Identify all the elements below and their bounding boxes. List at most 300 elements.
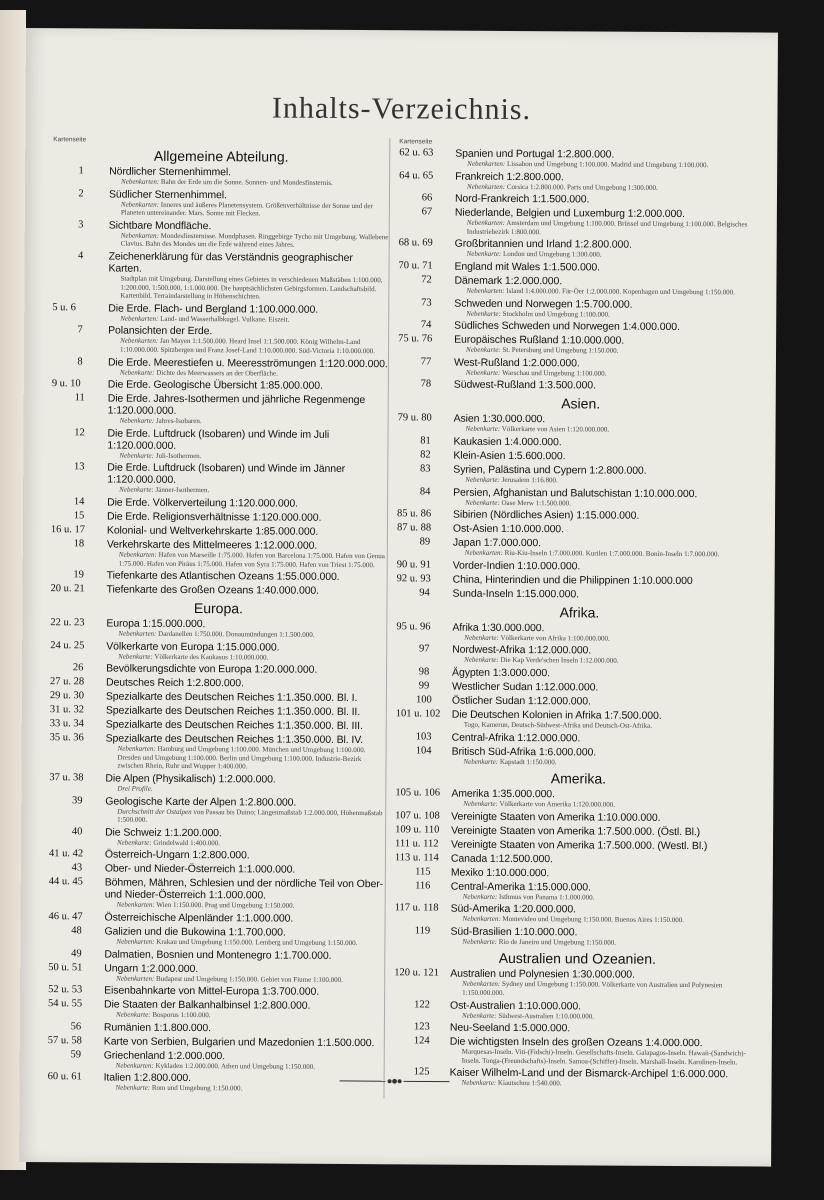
entry-title: Spezialkarte des Deutschen Reiches 1:1.350.000. Bl. IV. <box>105 732 364 747</box>
page-number: 95 u. 96 <box>396 620 431 633</box>
index-entry <box>399 238 765 261</box>
subtext-label: Nebenkarte: <box>119 368 155 377</box>
page-number: 19 <box>73 569 84 581</box>
section-heading: Allgemeine Abteilung. <box>153 147 289 165</box>
subtext-label: Nebenkarte: <box>463 799 498 808</box>
index-entry <box>399 170 765 193</box>
entry-title: Spanien und Portugal 1:2.800.000. <box>455 147 615 161</box>
index-entry <box>395 866 761 880</box>
subtext-content: Südwest-Australien 1:10.000.000. <box>498 1011 595 1021</box>
page-number: 111 u. 112 <box>394 837 439 850</box>
page-number: 13 <box>74 461 85 473</box>
entry-body <box>455 261 765 275</box>
subtext-label: Nebenkarte: <box>464 656 499 665</box>
subtext-content: Hamburg und Umgebung 1:100.000. München und Umgebung 1:100.000. Dresden und Umgebung 1:100.000. Berlin und Umgebung 1:100.000. Industrie-Bezirk zwischen Rhein, Ruhr und Wupper 1:400.000. <box>117 745 366 771</box>
entry-title: Rumänien 1:1.800.000. <box>103 1021 212 1034</box>
index-entry <box>396 621 762 644</box>
entry-subtext <box>105 785 385 795</box>
entry-body <box>453 509 763 523</box>
entry-body <box>451 866 761 880</box>
entry-title: Galizien und die Bukowina 1:1.700.000. <box>104 925 286 939</box>
subtext-content: Jahres-Isobaren. <box>155 416 202 426</box>
index-entry <box>49 795 385 826</box>
subtext-label: Nebenkarten: <box>462 914 501 924</box>
subtext-content: Bahn der Erde um die Sonne. Sonnen- und Mondesfinsternis. <box>160 177 333 187</box>
subtext-content: Kykladen 1:2.000.000. Athen und Umgebung 1:150.000. <box>155 1061 315 1071</box>
page-number: 33 u. 34 <box>49 718 84 730</box>
entry-body <box>106 691 386 705</box>
entry-body <box>105 826 385 848</box>
entry-subtext <box>454 287 764 297</box>
page-number: 104 <box>415 744 432 756</box>
index-entry <box>47 1072 383 1095</box>
subtext-content: Mondesfinsternisse. Mondphasen. Ringgebirge Tycho mit Umgebung. Wallebene Clavius. Bahn des Mondes um die Erde während eines Jahres. <box>120 231 389 250</box>
index-entry <box>399 206 765 237</box>
subtext-label: Nebenkarte: <box>466 309 501 318</box>
page-number: 50 u. 51 <box>48 961 83 973</box>
index-entry <box>397 587 763 601</box>
entry-title: Die Erde. Geologische Übersicht 1:85.000.000. <box>107 378 323 392</box>
subtext-content: Juli-Isothermen. <box>155 451 202 460</box>
page-number: 67 <box>421 206 433 218</box>
entry-title: Vorder-Indien 1:10.000.000. <box>452 559 581 573</box>
entry-title: Australien und Polynesien 1:30.000.000. <box>450 968 635 982</box>
entry-title: Die Erde. Völkerverteilung 1:120.000.000. <box>107 496 298 510</box>
index-entry <box>397 522 763 536</box>
page-number: 40 <box>71 826 83 838</box>
entry-body <box>452 709 762 731</box>
entry-body <box>109 219 389 250</box>
entry-body <box>455 238 765 260</box>
page-number: 41 u. 42 <box>48 848 84 860</box>
index-entry <box>49 772 385 795</box>
subtext-content: Grindelwald 1:400.000. <box>153 838 221 848</box>
subtext-content: Dichte des Meerwassers an der Oberfläche. <box>156 368 278 378</box>
subtext-label: Nebenkarte: <box>461 1079 497 1088</box>
entry-title: Die Staaten der Balkanhalbinsel 1:2.800.000. <box>103 998 311 1012</box>
entry-title: Völkerkarte von Europa 1:15.000.000. <box>106 640 280 654</box>
index-entry <box>397 435 763 449</box>
index-entry <box>50 676 386 690</box>
subtext-content: Inneres und äußeres Planetensystem. Größenverhältnisse der Sonne und der Planeten untereinander. Mars. Sonne mit Flecken. <box>120 200 373 218</box>
entry-body <box>453 523 763 537</box>
page-number: 90 u. 91 <box>396 558 431 571</box>
page-number: 2 <box>78 187 84 199</box>
entry-title: Ost-Australien 1:10.000.000. <box>450 999 581 1013</box>
entry-title: Persien, Afghanistan und Balutschistan 1:10.000.000. <box>453 486 698 500</box>
page-number: 113 u. 114 <box>394 851 439 864</box>
page-number: 14 <box>73 496 85 508</box>
page-number: 11 <box>74 392 85 404</box>
entry-subtext <box>105 838 385 848</box>
entry-body <box>108 302 388 324</box>
index-entry <box>51 461 387 496</box>
entry-subtext <box>452 656 762 666</box>
entry-title: Österreich-Ungarn 1:2.800.000. <box>104 848 250 862</box>
subtext-label: Nebenkarte: <box>466 250 502 259</box>
column-header-kartenseite: Kartenseite <box>53 136 87 144</box>
entry-body <box>453 464 763 486</box>
index-entry <box>50 640 386 663</box>
entry-title: Asien 1:30.000.000. <box>453 412 546 426</box>
section-heading: Amerika. <box>550 770 607 787</box>
entry-title: Deutsches Reich 1:2.800.000. <box>105 676 244 690</box>
entry-title: Vereinigte Staaten von Amerika 1:7.500.000. (Östl. Bl.) <box>451 824 701 838</box>
entry-title: Vereinigte Staaten von Amerika 1:10.000.000. <box>451 810 661 824</box>
entry-title: Kolonial- und Weltverkehrskarte 1:85.000.000. <box>106 524 319 538</box>
subtext-label: Nebenkarten: <box>120 200 160 209</box>
entry-body <box>104 948 384 962</box>
entry-title: Europäisches Rußland 1:10.000.000. <box>454 333 625 347</box>
entry-body <box>104 1049 384 1071</box>
entry-body <box>454 320 764 334</box>
entry-title: Die Schweiz 1:1.200.000. <box>105 826 222 840</box>
entry-title: Spezialkarte des Deutschen Reiches 1:1.350.000. Bl. III. <box>105 718 363 733</box>
entry-title: Klein-Asien 1:5.600.000. <box>453 449 566 463</box>
subtext-label: Nebenkarten: <box>116 901 155 910</box>
right-column <box>394 138 766 1091</box>
entry-body <box>453 573 763 587</box>
index-entry <box>53 165 389 188</box>
entry-body <box>455 170 765 192</box>
subtext-label: Drei Profile. <box>117 784 153 793</box>
index-entry <box>48 925 384 948</box>
entry-subtext <box>107 451 387 461</box>
entry-subtext <box>108 274 388 301</box>
page-number: 59 <box>70 1049 82 1061</box>
subtext-label: Nebenkarten: <box>120 231 159 240</box>
index-entry <box>51 538 387 569</box>
entry-subtext <box>106 652 386 662</box>
index-entry <box>398 297 764 320</box>
page-number: 37 u. 38 <box>49 772 84 784</box>
index-entry <box>397 536 763 559</box>
index-entry <box>51 569 387 583</box>
entry-subtext <box>454 425 764 435</box>
index-entry <box>396 666 762 680</box>
page-number: 101 u. 102 <box>395 708 441 720</box>
entry-subtext <box>455 160 765 170</box>
index-entry <box>395 824 761 838</box>
index-entry <box>49 849 385 863</box>
index-entry <box>395 838 761 852</box>
page-number: 57 u. 58 <box>47 1034 82 1047</box>
index-entry <box>397 559 763 573</box>
subtext-label: Nebenkarten: <box>118 629 157 638</box>
entry-title: Schweden und Norwegen 1:5.700.000. <box>454 297 633 311</box>
subtext-content: Kiautschou 1:540.000. <box>497 1079 562 1088</box>
entry-title: Dänemark 1:2.000.000. <box>454 274 563 288</box>
entry-subtext <box>108 337 388 356</box>
page-number: 97 <box>418 643 430 655</box>
subtext-content: Lissabon und Umgebung 1:100.000. Madrid und Umgebung 1:100.000. <box>507 159 709 170</box>
entry-body <box>105 877 385 911</box>
index-entry <box>50 617 386 640</box>
subtext-label: Nebenkarte: <box>463 757 499 766</box>
page-number: 16 u. 17 <box>50 524 86 536</box>
entry-body <box>452 731 762 745</box>
entry-body <box>453 537 763 559</box>
index-entry <box>395 787 761 810</box>
subtext-label: Nebenkarten: <box>467 159 506 168</box>
entry-subtext <box>450 1079 760 1089</box>
page-number: 54 u. 55 <box>48 998 83 1010</box>
index-entry <box>49 877 385 912</box>
index-entry <box>48 948 384 962</box>
entry-title: Dalmatien, Bosnien und Montenegro 1:1.700.000. <box>104 948 332 962</box>
page-number: 89 <box>419 536 431 548</box>
entry-subtext <box>454 346 764 356</box>
entry-body <box>104 999 384 1021</box>
subtext-label: Nebenkarte: <box>465 368 501 377</box>
index-entry <box>52 302 388 325</box>
index-entry <box>50 704 386 718</box>
entry-title: Die Erde. Luftdruck (Isobaren) und Winde im Jänner 1:120.000.000. <box>107 461 346 487</box>
entry-subtext <box>452 721 762 731</box>
subtext-content: London und Umgebung 1:300.000. <box>502 250 602 259</box>
index-entry <box>397 449 763 463</box>
entry-subtext <box>453 476 763 486</box>
subtext-content: Land- und Wasserhalbkugel. Vulkane. Eiszeit. <box>160 314 290 324</box>
entry-title: Geologische Karte der Alpen 1:2.800.000. <box>105 795 297 809</box>
page-number: 70 u. 71 <box>398 260 433 272</box>
page-number: 43 <box>71 862 83 874</box>
entry-title: Sunda-Inseln 1:15.000.000. <box>452 587 580 601</box>
subtext-content: Hafen von Marseille 1:75.000. Hafen von Barcelona 1:75.000. Hafen von Genua 1:75.000. Hafen von Piräus 1:75.000. Hafen von Syra 1:75.000. Hafen von Triest 1:75.000. <box>118 550 385 569</box>
section-heading: Afrika. <box>559 603 600 621</box>
subtext-label: Nebenkarte: <box>119 485 154 495</box>
subtext-content: Stockholm und Umgebung 1:100.000. <box>502 309 610 319</box>
page-number: 68 u. 69 <box>398 237 433 249</box>
entry-body <box>104 1021 384 1035</box>
subtext-content: Jerusalem 1:16.800. <box>501 475 558 485</box>
entry-title: Neu-Seeland 1:5.000.000. <box>449 1021 571 1035</box>
page-number: 125 <box>413 1066 430 1078</box>
entry-subtext <box>108 368 388 378</box>
index-entry <box>399 260 765 274</box>
entry-body <box>451 903 761 925</box>
page-number: 48 <box>71 925 82 937</box>
left-column <box>47 136 389 1096</box>
page-number: 77 <box>420 356 432 368</box>
subtext-content: Kapstadt 1:150.000. <box>499 757 557 766</box>
subtext-label: Nebenkarten: <box>116 937 155 946</box>
page-number: 117 u. 118 <box>394 902 439 914</box>
index-entry <box>394 925 760 948</box>
subtext-label: Nebenkarte: <box>465 425 501 434</box>
entry-body <box>450 1067 760 1089</box>
entry-body <box>454 297 764 319</box>
page-number: 94 <box>419 587 430 599</box>
entry-body <box>454 275 764 297</box>
entry-title: Südwest-Rußland 1:3.500.000. <box>453 378 596 392</box>
index-entry <box>53 188 389 219</box>
index-entry <box>49 863 385 877</box>
subtext-content: Island 1:4.000.000. Fär-Öer 1:2.000.000. Kopenhagen und Umgebung 1:150.000. <box>506 286 735 297</box>
entry-subtext <box>104 974 384 984</box>
page-number: 122 <box>414 999 430 1011</box>
index-entry <box>399 147 765 170</box>
index-entry <box>398 413 764 436</box>
subtext-content: St. Petersburg und Umgebung 1:150.000. <box>502 346 619 355</box>
page-number: 12 <box>74 427 85 439</box>
index-entry <box>398 274 764 297</box>
page-number: 74 <box>420 319 432 331</box>
entry-body <box>454 413 764 435</box>
index-entry <box>52 378 388 392</box>
page-number: 105 u. 106 <box>395 787 440 799</box>
entry-title: Kaukasien 1:4.000.000. <box>453 435 562 449</box>
page-number: 62 u. 63 <box>399 147 434 159</box>
subtext-content: Völkerkarte von Afrika 1:100.000.000. <box>500 633 610 643</box>
page-number: 87 u. 88 <box>396 522 432 534</box>
entry-title: Vereinigte Staaten von Amerika 1:7.500.000. (Westl. Bl.) <box>450 838 708 852</box>
index-entry <box>396 745 762 768</box>
index-entry <box>396 644 762 667</box>
entry-body <box>450 1036 760 1067</box>
index-entry <box>50 662 386 676</box>
page-number: 64 u. 65 <box>399 169 434 182</box>
subtext-content: Die Kap Verde'schen Inseln 1:12.000.000. <box>500 656 619 665</box>
entry-body <box>454 356 764 378</box>
section-heading: Europa. <box>193 600 244 617</box>
entry-title: Frankreich 1:2.800.000. <box>455 170 564 183</box>
page-number: 82 <box>420 449 431 461</box>
page-number: 3 <box>78 219 84 231</box>
page-number: 84 <box>419 485 431 498</box>
index-entry <box>394 999 760 1022</box>
entry-title: Zeichenerklärung für das Verständnis geographischer Karten. <box>108 250 353 275</box>
subtext-content: Rom und Umgebung 1:150.000. <box>151 1084 243 1093</box>
entry-body <box>105 849 385 863</box>
entry-title: Die Deutschen Kolonien in Afrika 1:7.500.000. <box>451 708 662 722</box>
entry-body <box>454 334 764 356</box>
entry-body <box>108 356 388 378</box>
subtext-label: Nebenkarten: <box>117 744 156 754</box>
entry-title: Afrika 1:30.000.000. <box>452 621 545 634</box>
index-entry <box>48 998 384 1021</box>
index-entry <box>398 379 764 393</box>
entry-body <box>453 486 763 508</box>
entry-body <box>107 524 387 538</box>
entry-body <box>105 795 385 826</box>
subtext-content: Wien 1:150.000. Prag und Umgebung 1:150.000. <box>156 901 295 911</box>
entry-title: West-Rußland 1:2.000.000. <box>453 356 580 370</box>
entry-subtext <box>109 200 389 219</box>
entry-title: Die Erde. Flach- und Bergland 1:100.000.000. <box>108 302 319 316</box>
entry-title: Die Erde. Jahres-Isothermen und jährliche Regenmenge 1:120.000.000. <box>107 392 366 418</box>
page-number: 35 u. 36 <box>49 732 84 744</box>
entry-title: Süd-Amerika 1:20.000.000. <box>450 902 577 916</box>
entry-subtext <box>105 901 385 911</box>
page-number: 5 u. 6 <box>52 301 76 314</box>
index-entry <box>399 192 765 206</box>
entry-title: Die Erde. Luftdruck (Isobaren) und Winde im Juli 1:120.000.000. <box>107 427 330 452</box>
index-entry <box>397 486 763 509</box>
entry-title: Südlicher Sternenhimmel. <box>108 188 227 201</box>
subtext-label: Nebenkarten: <box>464 548 503 558</box>
entry-subtext <box>452 757 762 767</box>
entry-body <box>453 436 763 450</box>
entry-body <box>451 852 761 866</box>
index-entry <box>397 463 763 486</box>
entry-subtext <box>450 937 760 947</box>
entry-title: England mit Wales 1:1.500.000. <box>454 260 601 274</box>
entry-body <box>453 559 763 573</box>
entry-body <box>106 719 386 733</box>
page-number: 9 u. 10 <box>51 378 81 390</box>
page-number: 83 <box>420 463 431 475</box>
index-entry <box>394 1022 760 1036</box>
index-entry <box>51 427 387 462</box>
entry-title: Griechenland 1:2.000.000. <box>103 1049 226 1063</box>
index-entry <box>49 911 385 925</box>
entry-title: Nordwest-Afrika 1:12.000.000. <box>452 643 592 657</box>
entry-body <box>105 733 385 772</box>
index-entry <box>396 708 762 731</box>
page-number: 1 <box>78 165 84 177</box>
entry-body <box>451 880 761 902</box>
entry-body <box>450 1022 760 1036</box>
entry-body <box>450 925 760 947</box>
entry-title: Polansichten der Erde. <box>108 324 213 338</box>
entry-title: Nördlicher Sternenhimmel. <box>109 165 231 179</box>
page-number: 123 <box>413 1021 430 1033</box>
entry-subtext <box>453 549 763 559</box>
entry-body <box>106 663 386 677</box>
index-entry <box>49 826 385 849</box>
entry-body <box>452 667 762 681</box>
entry-subtext <box>104 938 384 948</box>
page-number: 73 <box>421 296 432 309</box>
subtext-label: Nebenkarten: <box>467 182 506 191</box>
page-number: 72 <box>421 274 432 286</box>
ornament-divider <box>340 1076 450 1087</box>
entry-subtext <box>108 417 388 427</box>
page-number: 22 u. 23 <box>50 617 85 629</box>
entry-body <box>451 788 761 810</box>
entry-body <box>453 450 763 464</box>
page-number: 49 <box>71 947 82 959</box>
subtext-label: Nebenkarte: <box>119 451 155 460</box>
entry-body <box>105 773 385 795</box>
index-entry <box>395 852 761 866</box>
subtext-content: Budapest und Umgebung 1:150.000. Gebiet von Fiume 1:100.000. <box>156 974 343 984</box>
page-number: 8 <box>77 355 83 367</box>
entry-body <box>105 863 385 877</box>
entry-title: Sichtbare Mondfläche. <box>108 219 212 232</box>
subtext-label: Nebenkarte: <box>118 652 153 661</box>
index-page <box>19 28 778 1167</box>
page-number: 39 <box>71 794 83 807</box>
index-entry <box>48 962 384 985</box>
subtext-label: Nebenkarten: <box>466 218 505 228</box>
page-number: 31 u. 32 <box>49 704 84 716</box>
entry-title: Amerika 1:35.000.000. <box>451 787 555 801</box>
index-entry <box>397 508 763 522</box>
entry-title: Canada 1:12.500.000. <box>450 852 553 865</box>
subtext-content: Amsterdam und Umgebung 1:100.000. Brüssel und Umgebung 1:100.000. Belgisches Industriebezirk 1:800.000. <box>466 219 748 236</box>
index-entry <box>48 1035 384 1049</box>
entry-subtext <box>107 550 387 569</box>
entry-body <box>108 250 388 301</box>
entry-title: Westlicher Sudan 1:12.000.000. <box>451 680 599 694</box>
entry-body <box>455 148 765 170</box>
entry-body <box>452 745 762 767</box>
entry-body <box>451 824 761 838</box>
entry-subtext <box>452 633 762 643</box>
entry-body <box>452 644 762 666</box>
